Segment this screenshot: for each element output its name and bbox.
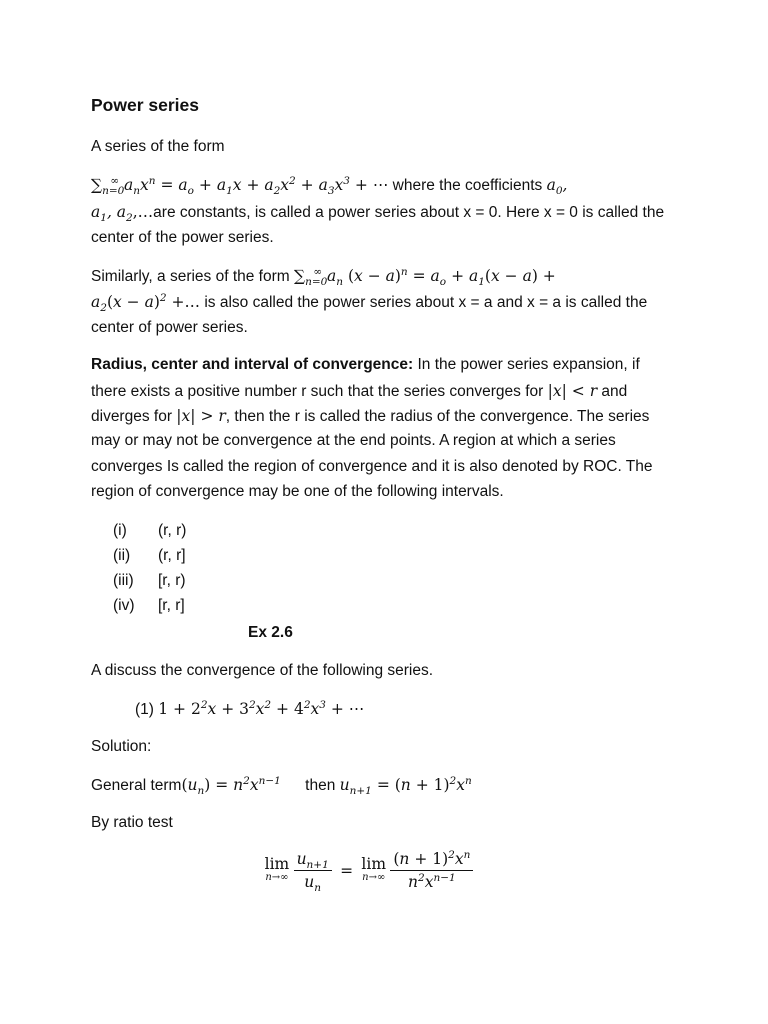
interval-value: (r, r): [158, 522, 187, 539]
intro-text: A series of the form: [91, 138, 225, 155]
interval-number: (iv): [113, 597, 135, 614]
roc-line6: region of convergence may be one of the following intervals.: [91, 483, 504, 500]
interval-number: (i): [113, 522, 127, 539]
interval-value: [r, r): [158, 572, 186, 589]
solution-label: Solution:: [91, 738, 152, 755]
interval-value: [r, r]: [158, 597, 185, 614]
coefficients-a1-a2: $a_1$, $a_2,\dots$: [91, 203, 154, 225]
general-term-line: [91, 775, 472, 796]
roc-line3-text: diverges for: [91, 408, 177, 425]
substituted-fraction: $\frac{(n + 1)^2x^n}{n^2x^{n-1}}$: [390, 850, 473, 891]
limit-operator: lim n→∞: [361, 854, 387, 883]
coefficients-text: where the coefficients: [388, 177, 547, 194]
interval-number: (iii): [113, 572, 134, 589]
interval-value: (r, r]: [158, 547, 186, 564]
roc-line1: [91, 355, 640, 375]
roc-line2-end: and: [597, 383, 628, 400]
roc-heading: Radius, center and interval of convergence:: [91, 356, 414, 373]
sum-formula: $\sum_{n=0}^\infty$ $a_nx^n = a_o + a_1x + a_2x^2 + a_3x^3$ + ⋯: [91, 174, 389, 198]
similar-series-line3: center of power series.: [91, 319, 248, 336]
similar-series-line2: [91, 292, 647, 313]
ratio-test-label: By ratio test: [91, 814, 173, 831]
power-series-definition-line3: center of the power series.: [91, 229, 274, 246]
ratio-limit-equation: lim n→∞ $\frac{u_{n+1}}{u_n}$ = lim n→∞ $\frac{(n + 1)^2x^n}{n^2x^{n-1}}$: [0, 850, 768, 891]
roc-line2-text: there exists a positive number r such that the series converges for: [91, 383, 548, 400]
similar-series-line1: [91, 266, 556, 287]
page-title: Power series: [91, 95, 199, 115]
abs-x-less-r: |x| < r: [547, 382, 598, 400]
series-formula: $1 + 2^2x + 3^2x^2 + 4^2x^3$ + ⋯: [158, 698, 365, 718]
roc-line1-text: In the power series expansion, if: [413, 356, 640, 373]
series-expression: [135, 699, 364, 720]
general-term-label: General term: [91, 777, 182, 794]
roc-line3-end: , then the r is called the radius of the convergence. The series: [225, 408, 650, 425]
roc-line3: [91, 406, 649, 427]
limit-operator: lim n→∞: [264, 854, 290, 883]
abs-x-greater-r: |x| > r: [176, 407, 226, 425]
similar-desc-text: is also called the power series about x = a and x = a is called the: [200, 294, 648, 311]
constants-text: are constants, is called a power series about x = 0. Here x = 0 is called the: [153, 204, 665, 221]
roc-line4: may or may not be convergence at the end points. A region at which a series: [91, 432, 616, 449]
power-series-definition-line2: [91, 202, 664, 223]
general-term-formula: $(u_n) = n^2x^{n-1}$: [181, 774, 281, 798]
series-label: (1): [135, 701, 159, 718]
interval-number: (ii): [113, 547, 131, 564]
then-label: then: [305, 777, 340, 794]
roc-line2: [91, 381, 627, 402]
example-prompt: A discuss the convergence of the following series.: [91, 662, 434, 679]
next-term-formula: $u_{n+1} = (n + 1)^2x^n$: [339, 774, 472, 798]
ratio-fraction: $\frac{u_{n+1}}{u_n}$: [294, 850, 332, 891]
coefficient-a0: $a_0$,: [546, 176, 568, 198]
shifted-term-a2: $a_2(x - a)^2$ +…: [91, 291, 201, 315]
similar-intro-text: Similarly, a series of the form: [91, 268, 294, 285]
example-heading: Ex 2.6: [248, 624, 293, 641]
power-series-definition-line1: [91, 175, 567, 196]
roc-line5: converges Is called the region of convergence and it is also denoted by ROC. The: [91, 458, 653, 475]
shifted-sum-formula: $\sum_{n=0}^\infty$ $a_n$ $(x - a)^n = a_o + a_1(x - a)$ +: [294, 265, 556, 289]
